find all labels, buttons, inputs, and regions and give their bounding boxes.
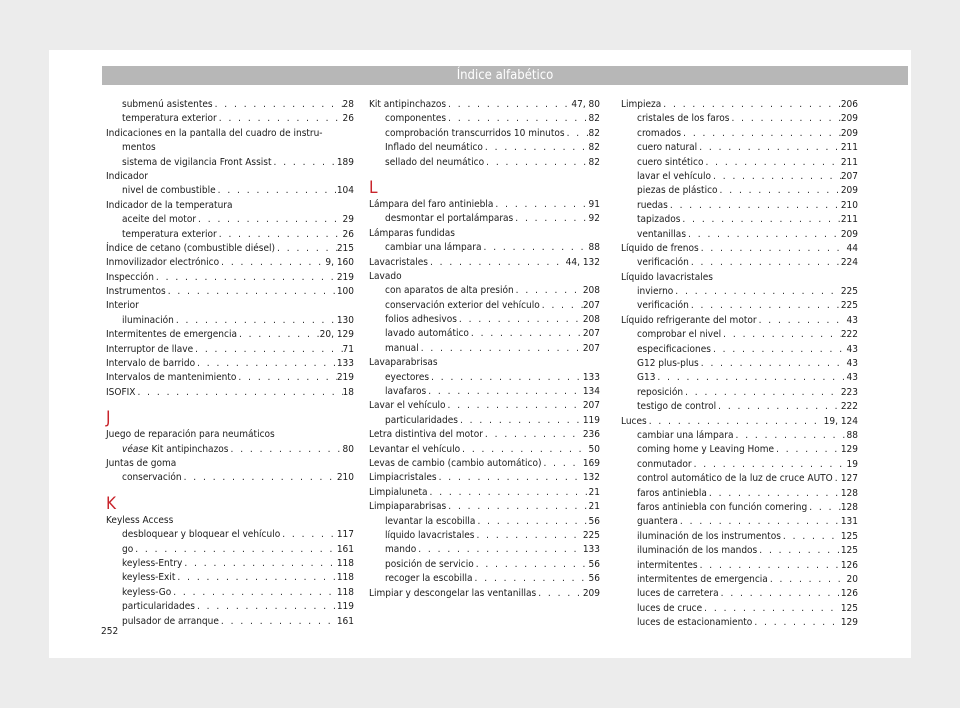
index-entry: faros antiniebla . . . 128 — [621, 487, 858, 501]
index-entry: líquido lavacristales . . . 225 — [369, 529, 600, 543]
index-entry: keyless-Go . . . 118 — [106, 586, 354, 600]
index-entry: lavado automático . . . 207 — [369, 327, 600, 341]
index-entry: G12 plus-plus . . . 43 — [621, 357, 858, 371]
index-heading-cont: mentos — [122, 142, 156, 154]
index-entry: ruedas . . . 210 — [621, 199, 858, 213]
index-entry: Luces . . . 19, 124 — [621, 415, 858, 429]
index-entry: mando . . . 133 — [369, 543, 600, 557]
index-heading: Interior — [106, 300, 139, 312]
index-entry: sellado del neumático . . . 82 — [369, 156, 600, 170]
index-entry: Limpiaparabrisas . . . 21 — [369, 500, 600, 514]
index-entry: Intermitentes de emergencia . . . 20, 129 — [106, 328, 354, 342]
index-heading: Líquido lavacristales — [621, 271, 713, 283]
index-entry: coming home y Leaving Home . . . 129 — [621, 443, 858, 457]
section-letter-k: K — [106, 493, 117, 514]
index-entry: ISOFIX . . . 18 — [106, 386, 354, 400]
index-entry: comprobación transcurridos 10 minutos . . . 82 — [369, 127, 600, 141]
index-entry: Lámpara del faro antiniebla . . . 91 — [369, 198, 600, 212]
index-entry: aceite del motor . . . 29 — [106, 213, 354, 227]
index-entry: keyless-Exit . . . 118 — [106, 571, 354, 585]
index-entry: go . . . 161 — [106, 543, 354, 557]
index-entry: manual . . . 207 — [369, 342, 600, 356]
index-entry: Lavar el vehículo . . . 207 — [369, 399, 600, 413]
index-entry: recoger la escobilla . . . 56 — [369, 572, 600, 586]
index-entry: Limpiar y descongelar las ventanillas . . . 209 — [369, 587, 600, 601]
index-entry: invierno . . . 225 — [621, 285, 858, 299]
index-entry: Levantar el vehículo . . . 50 — [369, 443, 600, 457]
document-page — [49, 50, 911, 658]
index-heading: Lavado — [369, 270, 402, 282]
index-entry: Interruptor de llave . . . 71 — [106, 343, 354, 357]
index-column-2 — [369, 98, 600, 601]
section-letter-l: L — [369, 177, 378, 198]
index-entry: levantar la escobilla . . . 56 — [369, 515, 600, 529]
index-entry: comprobar el nivel . . . 222 — [621, 328, 858, 342]
index-heading: Keyless Access — [106, 514, 174, 526]
index-entry: cristales de los faros . . . 209 — [621, 112, 858, 126]
index-entry: guantera . . . 131 — [621, 515, 858, 529]
index-entry: Limpieza . . . 206 — [621, 98, 858, 112]
index-entry: piezas de plástico . . . 209 — [621, 184, 858, 198]
index-entry: Limpiacristales . . . 132 — [369, 471, 600, 485]
index-entry: faros antiniebla con función comering . . . 128 — [621, 501, 858, 515]
index-entry: cromados . . . 209 — [621, 127, 858, 141]
index-entry: Inspección . . . 219 — [106, 271, 354, 285]
index-entry: conservación . . . 210 — [106, 471, 354, 485]
index-entry: cambiar una lámpara . . . 88 — [369, 241, 600, 255]
index-heading: Indicaciones en la pantalla del cuadro de instru- — [106, 127, 323, 139]
index-entry: especificaciones . . . 43 — [621, 343, 858, 357]
index-entry: particularidades . . . 119 — [106, 600, 354, 614]
page-number: 252 — [101, 626, 119, 637]
index-entry: submenú asistentes . . . 28 — [106, 98, 354, 112]
index-entry: iluminación de los instrumentos . . . 125 — [621, 530, 858, 544]
index-heading: Indicador — [106, 170, 148, 182]
index-entry: véase Kit antipinchazos . . . 80 — [106, 443, 354, 457]
index-entry: conmutador . . . 19 — [621, 458, 858, 472]
index-column-3 — [621, 98, 858, 630]
index-entry: testigo de control . . . 222 — [621, 400, 858, 414]
index-entry: Inmovilizador electrónico . . . 9, 160 — [106, 256, 354, 270]
index-entry: temperatura exterior . . . 26 — [106, 112, 354, 126]
index-entry: verificación . . . 224 — [621, 256, 858, 270]
index-entry: luces de estacionamiento . . . 129 — [621, 616, 858, 630]
index-entry: Instrumentos . . . 100 — [106, 285, 354, 299]
index-entry: cuero sintético . . . 211 — [621, 156, 858, 170]
index-entry: nivel de combustible . . . 104 — [106, 184, 354, 198]
index-entry: desbloquear y bloquear el vehículo . . . 117 — [106, 528, 354, 542]
index-entry: luces de cruce . . . 125 — [621, 602, 858, 616]
index-heading: Indicador de la temperatura — [106, 199, 233, 211]
index-entry: lavar el vehículo . . . 207 — [621, 170, 858, 184]
section-letter-j: J — [106, 408, 111, 429]
index-entry: componentes . . . 82 — [369, 112, 600, 126]
index-entry: intermitentes . . . 126 — [621, 559, 858, 573]
index-entry: conservación exterior del vehículo . . . 207 — [369, 299, 600, 313]
index-entry: Letra distintiva del motor . . . 236 — [369, 428, 600, 442]
index-entry: Líquido de frenos . . . 44 — [621, 242, 858, 256]
index-entry: particularidades . . . 119 — [369, 414, 600, 428]
index-entry: keyless-Entry . . . 118 — [106, 557, 354, 571]
index-entry: posición de servicio . . . 56 — [369, 558, 600, 572]
index-entry: verificación . . . 225 — [621, 299, 858, 313]
index-heading: Lavaparabrisas — [369, 357, 438, 369]
index-entry: cambiar una lámpara . . . 88 — [621, 429, 858, 443]
index-entry: Intervalos de mantenimiento . . . 219 — [106, 371, 354, 385]
index-heading: Lámparas fundidas — [369, 227, 455, 239]
index-entry: intermitentes de emergencia . . . 20 — [621, 573, 858, 587]
index-entry: sistema de vigilancia Front Assist . . . 189 — [106, 156, 354, 170]
index-entry: Intervalo de barrido . . . 133 — [106, 357, 354, 371]
index-entry: ventanillas . . . 209 — [621, 228, 858, 242]
index-entry: Kit antipinchazos . . . 47, 80 — [369, 98, 600, 112]
index-entry: luces de carretera . . . 126 — [621, 587, 858, 601]
index-entry: Levas de cambio (cambio automático) . . . 169 — [369, 457, 600, 471]
index-entry: reposición . . . 223 — [621, 386, 858, 400]
index-entry: tapizados . . . 211 — [621, 213, 858, 227]
index-entry: iluminación . . . 130 — [106, 314, 354, 328]
page-header-title: Índice alfabético — [102, 66, 908, 85]
index-entry: Inflado del neumático . . . 82 — [369, 141, 600, 155]
index-entry: temperatura exterior . . . 26 — [106, 228, 354, 242]
index-entry: iluminación de los mandos . . . 125 — [621, 544, 858, 558]
index-entry: desmontar el portalámparas . . . 92 — [369, 212, 600, 226]
index-heading: Juntas de goma — [106, 457, 177, 469]
index-heading: Juego de reparación para neumáticos — [106, 429, 275, 441]
index-entry: con aparatos de alta presión . . . 208 — [369, 284, 600, 298]
index-entry: cuero natural . . . 211 — [621, 141, 858, 155]
index-entry: lavafaros . . . 134 — [369, 385, 600, 399]
index-entry: G13 . . . 43 — [621, 371, 858, 385]
index-entry: Líquido refrigerante del motor . . . 43 — [621, 314, 858, 328]
index-entry: folios adhesivos . . . 208 — [369, 313, 600, 327]
index-entry: control automático de la luz de cruce AUTO . . . 127 — [621, 472, 858, 486]
index-entry: Limpialuneta . . . 21 — [369, 486, 600, 500]
index-column-1 — [106, 98, 354, 629]
index-entry: pulsador de arranque . . . 161 — [106, 615, 354, 629]
index-entry: Lavacristales . . . 44, 132 — [369, 256, 600, 270]
index-entry: eyectores . . . 133 — [369, 371, 600, 385]
index-entry: Índice de cetano (combustible diésel) . . . 215 — [106, 242, 354, 256]
